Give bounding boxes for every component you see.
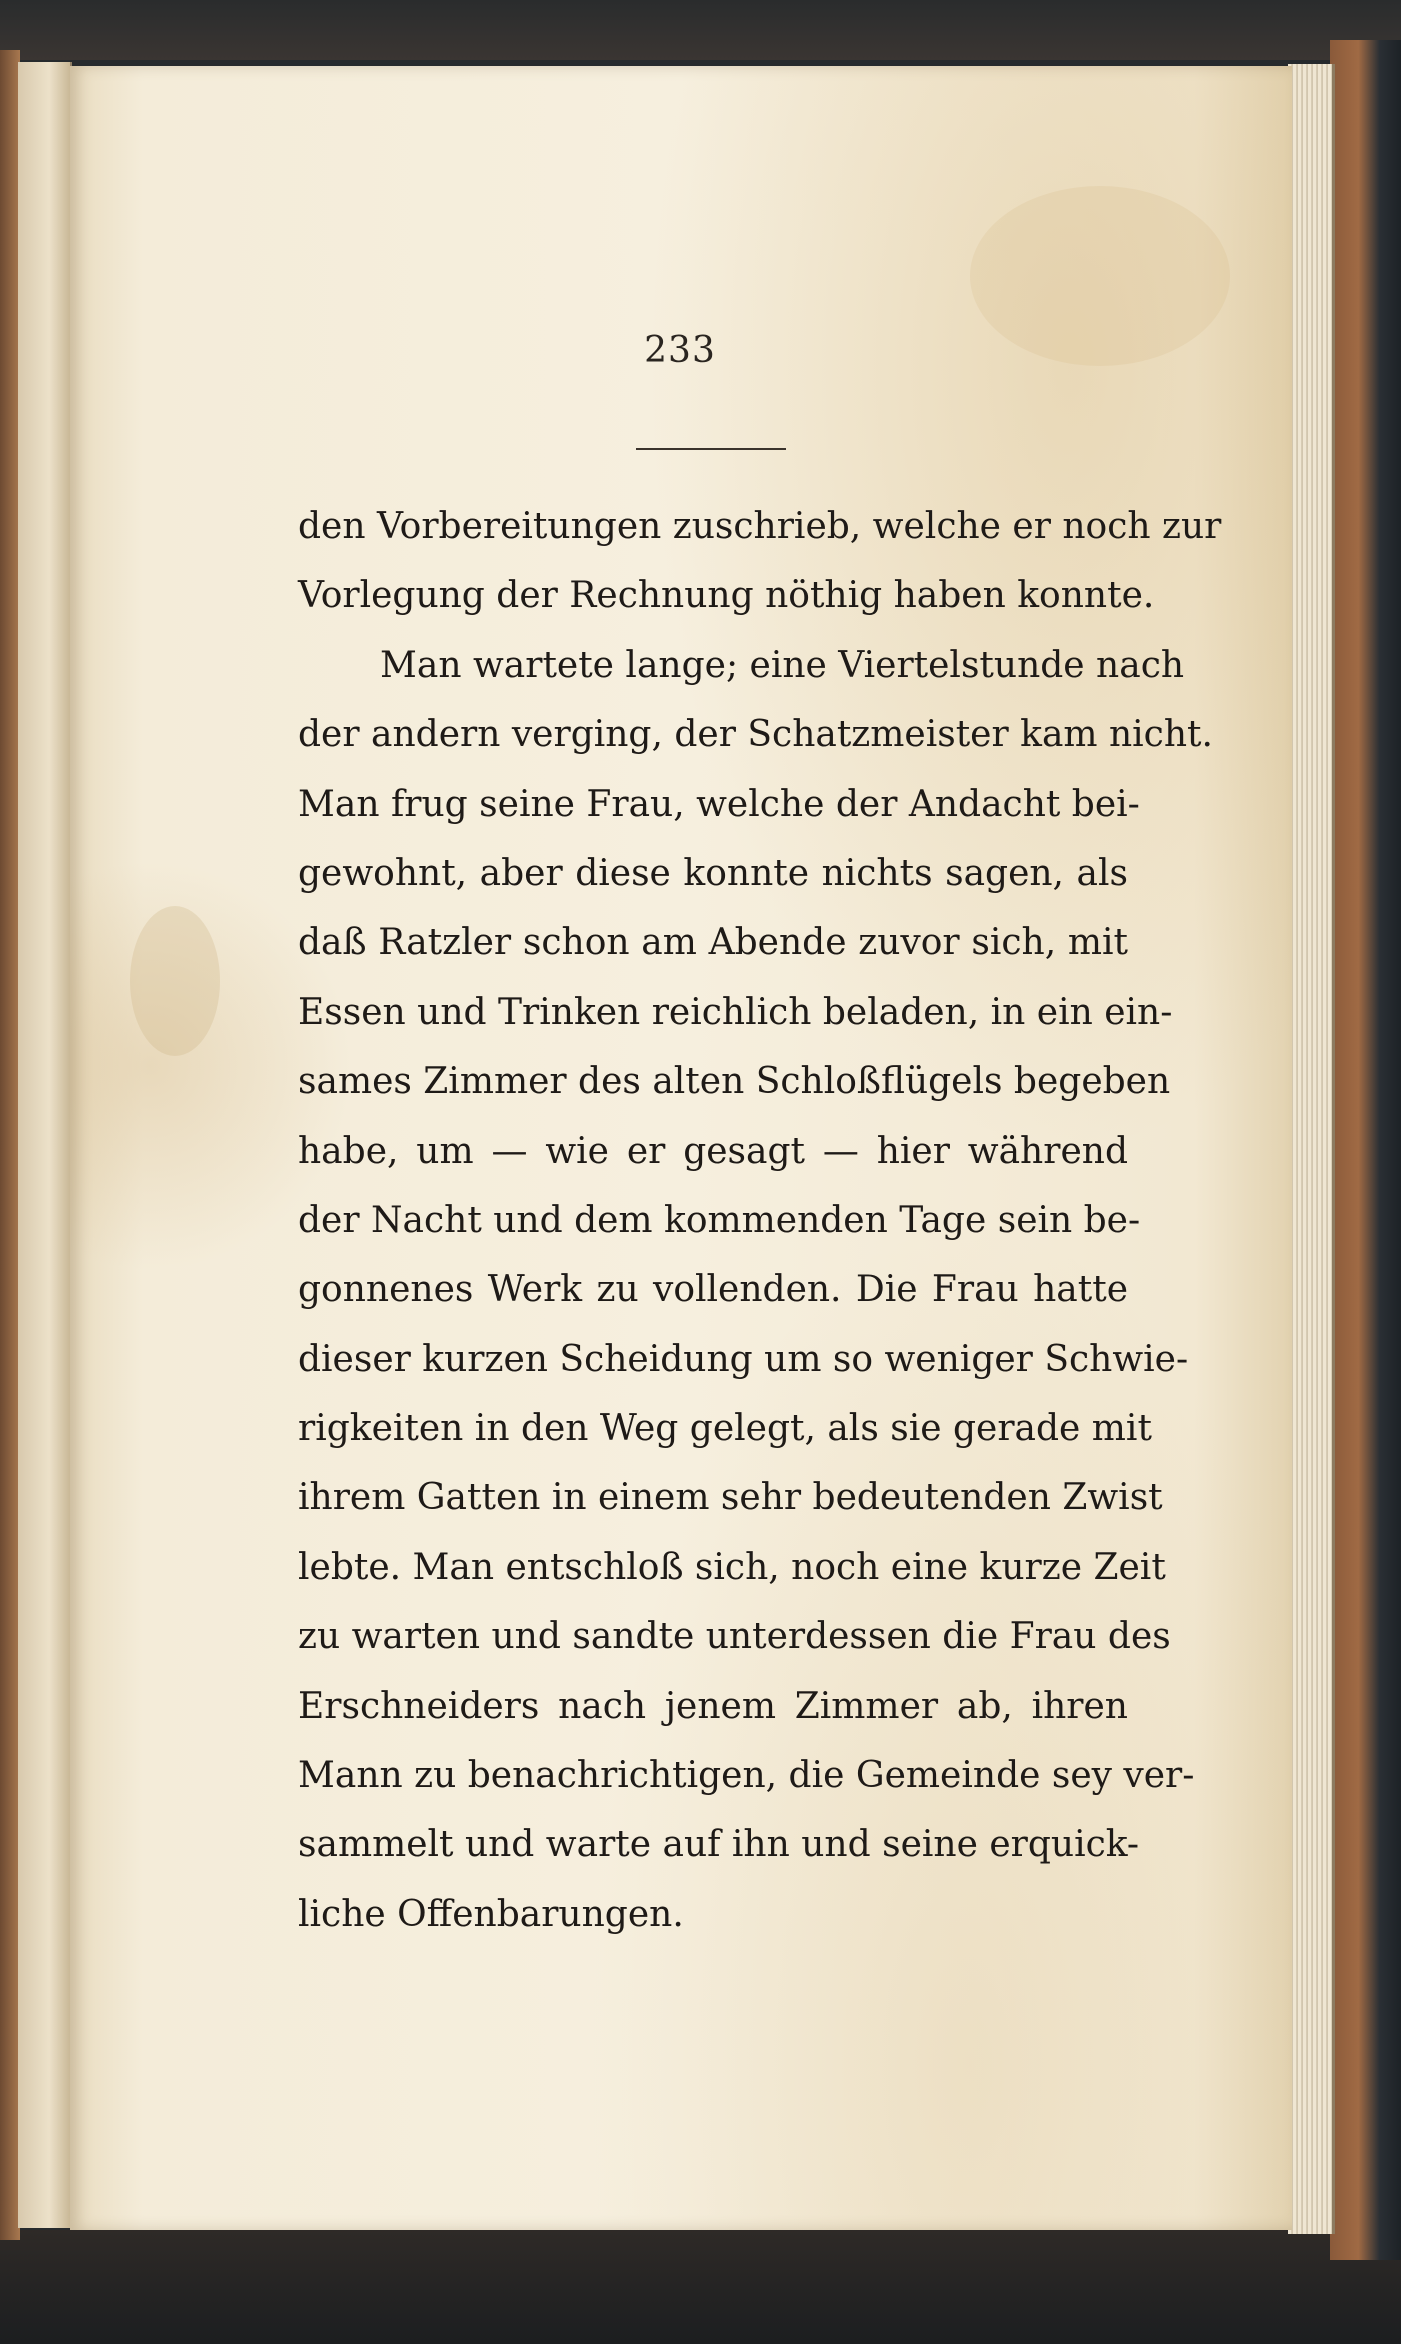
page-stack-edge <box>1288 64 1335 2234</box>
text-line: Man frug seine Frau, welche der Andacht bei- <box>298 783 1140 825</box>
text-line: rigkeiten in den Weg gelegt, als sie gerade mit <box>298 1408 1152 1450</box>
text-line: der Nacht und dem kommenden Tage sein be- <box>298 1199 1141 1241</box>
text-line: Vorlegung der Rechnung nöthig haben konnte. <box>298 575 1155 617</box>
text-line: den Vorbereitungen zuschrieb, welche er noch zur <box>298 506 1222 547</box>
text-line: lebte. Man entschloß sich, noch eine kurze Zeit <box>298 1546 1166 1588</box>
text-line: liche Offenbarungen. <box>298 1893 684 1935</box>
page-stain <box>130 906 220 1056</box>
book-cover-right <box>1330 40 1401 2260</box>
book-cover-left <box>0 50 20 2240</box>
facing-page-edge <box>18 62 72 2228</box>
text-line: gonnenes Werk zu vollenden. Die Frau hatte <box>298 1269 1128 1311</box>
page-number-rule <box>636 448 786 450</box>
book-page <box>70 66 1292 2230</box>
text-line: Essen und Trinken reichlich beladen, in ein ein- <box>298 991 1173 1033</box>
book-cover-bottom <box>0 2230 1401 2344</box>
text-line: Erschneiders nach jenem Zimmer ab, ihren <box>298 1685 1128 1727</box>
book-cover-top <box>0 0 1401 60</box>
text-line: Mann zu benachrichtigen, die Gemeinde sey ver- <box>298 1755 1195 1797</box>
text-line: ihrem Gatten in einem sehr bedeutenden Zwist <box>298 1477 1163 1519</box>
body-text <box>298 492 1222 1949</box>
text-line: sammelt und warte auf ihn und seine erquick- <box>298 1824 1140 1866</box>
text-line: zu warten und sandte unterdessen die Frau des <box>298 1616 1171 1658</box>
page-number: 233 <box>644 330 716 371</box>
text-line: gewohnt, aber diese konnte nichts sagen, als <box>298 852 1128 894</box>
text-line: sames Zimmer des alten Schloßflügels begeben <box>298 1061 1171 1103</box>
text-line: der andern verging, der Schatzmeister kam nicht. <box>298 714 1213 756</box>
page-stain <box>970 186 1230 366</box>
text-line: Man wartete lange; eine Viertelstunde nach <box>380 644 1185 686</box>
text-line: habe, um — wie er gesagt — hier während <box>298 1130 1128 1172</box>
text-line: daß Ratzler schon am Abende zuvor sich, mit <box>298 922 1128 964</box>
text-line: dieser kurzen Scheidung um so weniger Schwie- <box>298 1338 1189 1380</box>
